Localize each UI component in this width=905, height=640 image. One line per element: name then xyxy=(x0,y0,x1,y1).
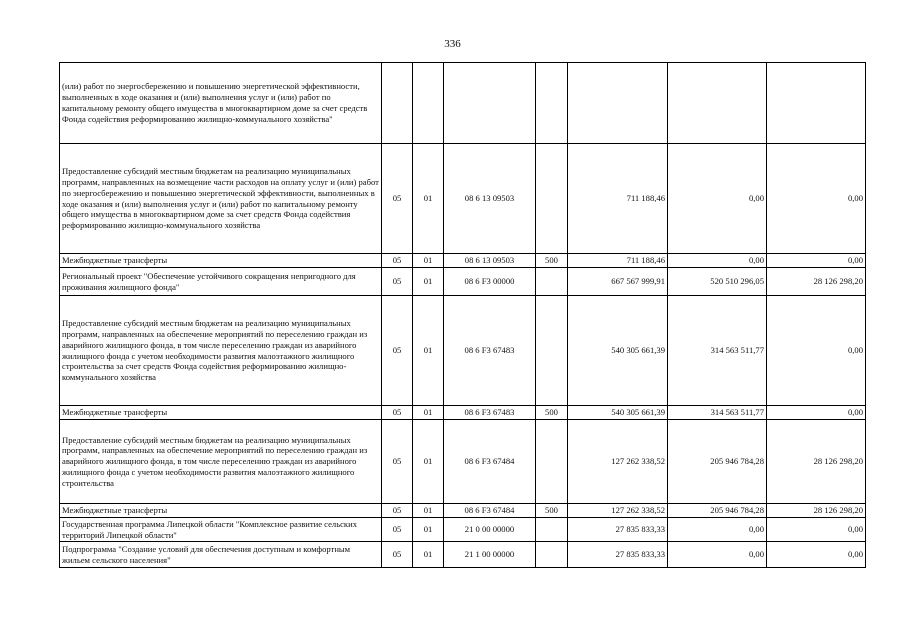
row-expense-type xyxy=(536,296,568,406)
table-row xyxy=(60,268,866,296)
row-subsection: 01 xyxy=(413,144,444,254)
row-sum-year-3: 28 126 298,20 xyxy=(767,504,866,518)
row-description: Подпрограмма "Создание условий для обеспечения доступным и комфортным жильем сельского населения" xyxy=(60,542,382,568)
row-subsection xyxy=(413,63,444,144)
row-section: 05 xyxy=(382,254,413,268)
row-section: 05 xyxy=(382,144,413,254)
row-expense-type xyxy=(536,518,568,542)
row-expense-type: 500 xyxy=(536,254,568,268)
table-row xyxy=(60,420,866,504)
row-subsection: 01 xyxy=(413,254,444,268)
row-target-article: 08 6 13 09503 xyxy=(444,144,536,254)
row-sum-year-3: 0,00 xyxy=(767,254,866,268)
row-target-article: 08 6 F3 67483 xyxy=(444,406,536,420)
row-subsection: 01 xyxy=(413,406,444,420)
row-sum-year-2: 314 563 511,77 xyxy=(668,406,767,420)
row-description: Государственная программа Липецкой области "Комплексное развитие сельских территорий Липецкой области" xyxy=(60,518,382,542)
row-description: Предоставление субсидий местным бюджетам на реализацию муниципальных программ, направленных на обеспечение мероприятий по переселению граждан из аварийного жилищного фонда, в том числе переселению граждан из аварийного жилищного фонда с учетом необходимости развития малоэтажного жилищного строительства за счет средств Фонда содействия реформированию жилищно-коммунального хозяйства xyxy=(60,296,382,406)
row-section: 05 xyxy=(382,420,413,504)
table-row xyxy=(60,63,866,144)
row-sum-year-3: 28 126 298,20 xyxy=(767,268,866,296)
row-sum-year-1: 127 262 338,52 xyxy=(568,420,668,504)
row-sum-year-3: 28 126 298,20 xyxy=(767,420,866,504)
row-target-article xyxy=(444,63,536,144)
row-sum-year-3: 0,00 xyxy=(767,144,866,254)
row-description: Региональный проект "Обеспечение устойчивого сокращения непригодного для проживания жилищного фонда" xyxy=(60,268,382,296)
row-sum-year-1: 27 835 833,33 xyxy=(568,542,668,568)
row-section: 05 xyxy=(382,542,413,568)
row-sum-year-2 xyxy=(668,63,767,144)
row-sum-year-1: 667 567 999,91 xyxy=(568,268,668,296)
row-target-article: 08 6 F3 00000 xyxy=(444,268,536,296)
row-subsection: 01 xyxy=(413,420,444,504)
budget-table xyxy=(59,62,866,568)
row-sum-year-2: 0,00 xyxy=(668,254,767,268)
row-sum-year-2: 0,00 xyxy=(668,518,767,542)
row-sum-year-3: 0,00 xyxy=(767,296,866,406)
row-section xyxy=(382,63,413,144)
row-sum-year-1: 711 188,46 xyxy=(568,254,668,268)
row-expense-type xyxy=(536,63,568,144)
row-sum-year-1: 711 188,46 xyxy=(568,144,668,254)
row-sum-year-1: 27 835 833,33 xyxy=(568,518,668,542)
row-expense-type xyxy=(536,420,568,504)
row-target-article: 08 6 F3 67483 xyxy=(444,296,536,406)
row-sum-year-2: 0,00 xyxy=(668,144,767,254)
row-target-article: 08 6 F3 67484 xyxy=(444,504,536,518)
row-section: 05 xyxy=(382,268,413,296)
table-row xyxy=(60,518,866,542)
row-description: Предоставление субсидий местным бюджетам на реализацию муниципальных программ, направленных на возмещение части расходов на оплату услуг и (или) работ по энергосбережению и повышению энергетической эффективности, выполненных в ходе оказания и (или) выполнения услуг и (или) работ по капитальному ремонту общего имущества в многоквартирном доме за счет средств Фонда содействия реформированию жилищно-коммунального хозяйства xyxy=(60,144,382,254)
table-row xyxy=(60,254,866,268)
row-subsection: 01 xyxy=(413,518,444,542)
row-section: 05 xyxy=(382,296,413,406)
row-sum-year-3: 0,00 xyxy=(767,542,866,568)
row-expense-type xyxy=(536,542,568,568)
page-number: 336 xyxy=(444,38,461,50)
row-expense-type: 500 xyxy=(536,504,568,518)
table-row xyxy=(60,296,866,406)
row-subsection: 01 xyxy=(413,296,444,406)
row-sum-year-1 xyxy=(568,63,668,144)
row-sum-year-2: 314 563 511,77 xyxy=(668,296,767,406)
row-subsection: 01 xyxy=(413,504,444,518)
row-sum-year-2: 205 946 784,28 xyxy=(668,420,767,504)
row-target-article: 21 0 00 00000 xyxy=(444,518,536,542)
row-target-article: 08 6 13 09503 xyxy=(444,254,536,268)
row-subsection: 01 xyxy=(413,268,444,296)
row-sum-year-2: 205 946 784,28 xyxy=(668,504,767,518)
row-sum-year-3 xyxy=(767,63,866,144)
row-description: Предоставление субсидий местным бюджетам на реализацию муниципальных программ, направленных на обеспечение мероприятий по переселению граждан из аварийного жилищного фонда, в том числе переселению граждан из аварийного жилищного фонда с учетом необходимости развития малоэтажного жилищного строительства xyxy=(60,420,382,504)
row-section: 05 xyxy=(382,518,413,542)
table-row xyxy=(60,406,866,420)
row-sum-year-3: 0,00 xyxy=(767,518,866,542)
row-expense-type xyxy=(536,144,568,254)
row-sum-year-2: 520 510 296,05 xyxy=(668,268,767,296)
row-sum-year-1: 540 305 661,39 xyxy=(568,296,668,406)
row-expense-type xyxy=(536,268,568,296)
row-sum-year-3: 0,00 xyxy=(767,406,866,420)
row-sum-year-1: 540 305 661,39 xyxy=(568,406,668,420)
row-target-article: 08 6 F3 67484 xyxy=(444,420,536,504)
row-sum-year-2: 0,00 xyxy=(668,542,767,568)
row-description: Межбюджетные трансферты xyxy=(60,406,382,420)
row-description: (или) работ по энергосбережению и повышению энергетической эффективности, выполненных в ходе оказания и (или) выполнения услуг и (или) работ по капитальному ремонту общего имущества в многоквартирном доме за счет средств Фонда содействия реформированию жилищно-коммунального хозяйства" xyxy=(60,63,382,144)
row-target-article: 21 1 00 00000 xyxy=(444,542,536,568)
row-section: 05 xyxy=(382,504,413,518)
row-expense-type: 500 xyxy=(536,406,568,420)
row-subsection: 01 xyxy=(413,542,444,568)
table-row xyxy=(60,144,866,254)
row-description: Межбюджетные трансферты xyxy=(60,254,382,268)
table-row xyxy=(60,542,866,568)
row-sum-year-1: 127 262 338,52 xyxy=(568,504,668,518)
row-description: Межбюджетные трансферты xyxy=(60,504,382,518)
table-row xyxy=(60,504,866,518)
row-section: 05 xyxy=(382,406,413,420)
